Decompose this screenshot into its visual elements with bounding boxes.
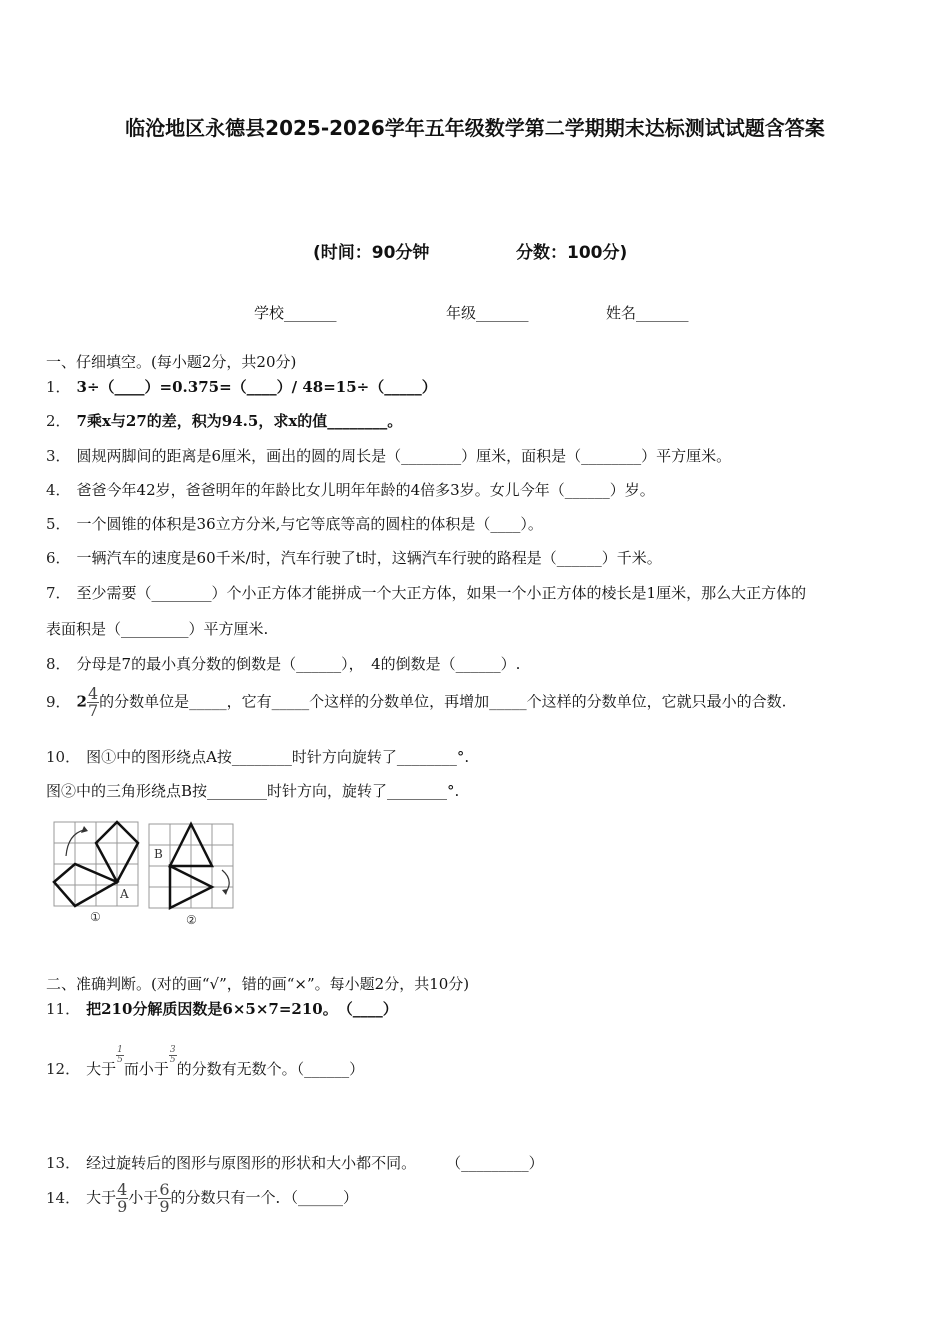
fraction-one-fifth bbox=[116, 1046, 124, 1065]
section2-heading: 二、准确判断。(对的画“√”，错的画“×”。每小题2分，共10分) bbox=[46, 975, 470, 993]
question-number: 13． bbox=[46, 1154, 81, 1172]
exam-score: 分数：100分) bbox=[516, 243, 628, 263]
rotation-arrow-2 bbox=[222, 870, 229, 892]
fraction-numerator: 3 bbox=[169, 1045, 176, 1055]
fraction-denominator: 5 bbox=[117, 1055, 123, 1065]
question-5 bbox=[46, 513, 543, 534]
question-7 bbox=[46, 582, 806, 603]
figure-2-label: ② bbox=[186, 913, 197, 927]
question-text: 爸爸今年42岁，爸爸明年的年龄比女儿明年年龄的4倍多3岁。女儿今年（______）岁。 bbox=[76, 481, 655, 499]
point-b-label: B bbox=[154, 847, 163, 861]
fraction-three-fifths bbox=[169, 1046, 177, 1065]
question-6 bbox=[46, 547, 662, 568]
question-text: 的分数只有一个．（______） bbox=[170, 1188, 359, 1207]
fraction-numerator: 4 bbox=[117, 1180, 128, 1199]
question-number: 8． bbox=[46, 655, 71, 673]
rotation-figures bbox=[50, 818, 240, 930]
document-title: 临沧地区永德县2025-2026学年五年级数学第二学期期末达标测试试题含答案 bbox=[125, 116, 825, 140]
arrowhead-2 bbox=[222, 889, 228, 895]
question-7-continued bbox=[46, 618, 268, 639]
question-2 bbox=[46, 410, 402, 431]
question-4 bbox=[46, 479, 655, 500]
question-text: 至少需要（________）个小正方体才能拼成一个大正方体，如果一个小正方体的棱长是1厘米，那么大正方体的 bbox=[76, 584, 807, 602]
point-a-label: A bbox=[120, 887, 129, 901]
arrowhead-1 bbox=[81, 826, 88, 833]
exam-time: (时间：90分钟 bbox=[313, 243, 430, 263]
question-text: 的分数有无数个。（______） bbox=[176, 1060, 365, 1078]
question-1 bbox=[46, 376, 437, 397]
question-text: 一个圆锥的体积是36立方分米,与它等底等高的圆柱的体积是（____）。 bbox=[76, 515, 543, 533]
question-number: 6． bbox=[46, 549, 71, 567]
question-number: 9． bbox=[46, 692, 71, 711]
question-text: 大于 bbox=[86, 1060, 117, 1078]
question-text: 而小于 bbox=[123, 1060, 169, 1078]
question-text: 经过旋转后的图形与原图形的形状和大小都不同。 （_________） bbox=[86, 1154, 544, 1172]
question-3 bbox=[46, 445, 731, 466]
mixed-number-whole: 2 bbox=[76, 692, 87, 711]
fraction-numerator: 1 bbox=[117, 1045, 123, 1055]
fraction-numerator: 6 bbox=[159, 1180, 170, 1199]
question-11 bbox=[46, 998, 398, 1019]
name-field: 姓名_______ bbox=[606, 304, 689, 322]
question-14 bbox=[46, 1182, 358, 1215]
question-text: 一辆汽车的速度是60千米/时，汽车行驶了t时，这辆汽车行驶的路程是（______）千米。 bbox=[76, 549, 662, 567]
question-13 bbox=[46, 1152, 544, 1173]
question-number: 5． bbox=[46, 515, 71, 533]
fraction-four-sevenths bbox=[87, 686, 99, 719]
question-10-part2 bbox=[46, 780, 459, 801]
question-10 bbox=[46, 746, 469, 767]
question-9 bbox=[46, 686, 786, 719]
question-number: 4． bbox=[46, 481, 71, 499]
question-text: 大于 bbox=[86, 1188, 117, 1207]
question-12 bbox=[46, 1046, 364, 1079]
question-number: 10． bbox=[46, 748, 81, 766]
fraction-four-ninths bbox=[116, 1182, 128, 1215]
question-number: 3． bbox=[46, 447, 71, 465]
question-text: 圆规两脚间的距离是6厘米，画出的圆的周长是（________）厘米，面积是（________）平方厘米。 bbox=[76, 447, 732, 465]
fraction-six-ninths bbox=[158, 1182, 170, 1215]
grade-field: 年级_______ bbox=[446, 304, 529, 322]
fraction-numerator: 4 bbox=[87, 684, 99, 703]
figure-1-label: ① bbox=[90, 910, 101, 924]
section1-heading: 一、仔细填空。(每小题2分，共20分) bbox=[46, 353, 297, 371]
fraction-denominator: 9 bbox=[117, 1197, 128, 1216]
question-number: 7． bbox=[46, 584, 71, 602]
fraction-denominator: 5 bbox=[169, 1055, 176, 1065]
fraction-denominator: 7 bbox=[87, 701, 99, 720]
question-number: 2． bbox=[46, 412, 71, 430]
question-text: 7乘x与27的差，积为94.5，求x的值________。 bbox=[76, 412, 403, 430]
question-text: 分母是7的最小真分数的倒数是（______）， 4的倒数是（______）. bbox=[76, 655, 521, 673]
question-text: 表面积是（_________）平方厘米. bbox=[46, 620, 269, 638]
question-text: 把210分解质因数是6×5×7=210。 （____） bbox=[86, 1000, 398, 1018]
question-text: 图②中的三角形绕点B按________时针方向，旋转了________°. bbox=[46, 782, 460, 800]
question-number: 11． bbox=[46, 1000, 81, 1018]
question-number: 12． bbox=[46, 1060, 81, 1078]
question-text: 小于 bbox=[128, 1188, 159, 1207]
question-number: 1． bbox=[46, 378, 71, 396]
question-8 bbox=[46, 653, 520, 674]
fraction-denominator: 9 bbox=[159, 1197, 170, 1216]
question-text: 图①中的图形绕点A按________时针方向旋转了________°. bbox=[86, 748, 470, 766]
question-text: 的分数单位是_____，它有_____个这样的分数单位，再增加_____个这样的分数单位，它就只最小的合数. bbox=[99, 692, 787, 711]
question-text: 3÷（____）=0.375=（____）/ 48=15÷（_____） bbox=[76, 378, 437, 396]
school-field: 学校_______ bbox=[254, 304, 337, 322]
question-number: 14． bbox=[46, 1188, 81, 1207]
